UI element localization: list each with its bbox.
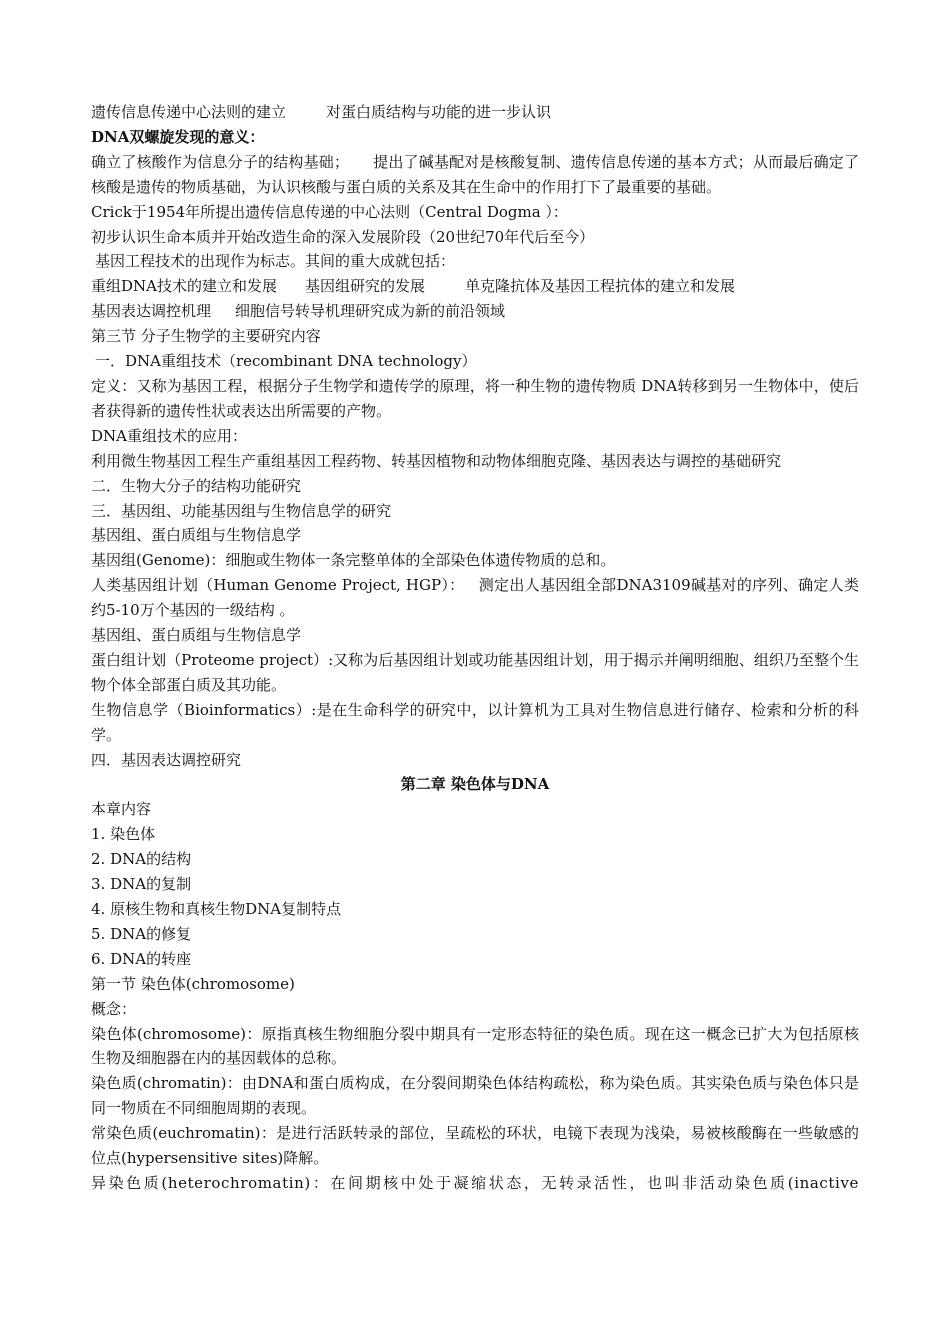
paragraph-genetic-engineering-marker: 基因工程技术的出现作为标志。其间的重大成就包括： bbox=[95, 252, 456, 271]
paragraph-bioinformatics: 生物信息学（Bioinformatics）:是在生命科学的研究中，以计算机为工具对生物信息进行储存、检索和分析的科学。 bbox=[91, 700, 859, 744]
paragraph-crick-dogma: Crick于1954年所提出遗传信息传递的中心法则（Central Dogma ）： bbox=[91, 202, 568, 221]
paragraph-definition: 定义：又称为基因工程，根据分子生物学和遗传学的原理，将一种生物的遗传物质 DNA转移到另一生物体中，使后者获得新的遗传性状或表达出所需要的产物。 bbox=[91, 376, 859, 420]
list-item: 6. DNA的转座 bbox=[91, 949, 192, 968]
document-body bbox=[91, 100, 859, 1196]
paragraph-genome-definition: 基因组(Genome)：细胞或生物体一条完整单体的全部染色体遗传物质的总和。 bbox=[91, 551, 616, 570]
paragraph-chapter-contents: 本章内容 bbox=[91, 800, 152, 819]
section-heading-3: 第三节 分子生物学的主要研究内容 bbox=[91, 327, 321, 346]
paragraph-chromatin: 染色质(chromatin)：由DNA和蛋白质构成，在分裂间期染色体结构疏松，称为染色质。其实染色质与染色体只是同一物质在不同细胞周期的表现。 bbox=[91, 1074, 859, 1118]
text-segment: 遗传信息传递中心法则的建立 bbox=[91, 103, 287, 121]
item-gene-expression: 四．基因表达调控研究 bbox=[91, 750, 242, 769]
item-genome: 三．基因组、功能基因组与生物信息学的研究 bbox=[91, 501, 392, 520]
text-segment: 测定出人基因组全部DNA3109碱基对的序列、确定人类约5-10万个基因的一级结构 。 bbox=[91, 576, 859, 620]
paragraph-application: 利用微生物基因工程生产重组基因工程药物、转基因植物和动物体细胞克隆、基因表达与调控的基础研究 bbox=[91, 451, 782, 470]
paragraph-genome-heading-1: 基因组、蛋白质组与生物信息学 bbox=[91, 526, 302, 545]
section-heading-1: 第一节 染色体(chromosome) bbox=[91, 974, 295, 993]
paragraph-concept: 概念： bbox=[91, 999, 137, 1018]
text-segment: 人类基因组计划（Human Genome Project, HGP）： bbox=[91, 576, 465, 595]
text-segment: 基因表达调控机理 bbox=[91, 302, 212, 321]
list-item: 5. DNA的修复 bbox=[91, 924, 192, 943]
text-segment: 单克隆抗体及基因工程抗体的建立和发展 bbox=[465, 277, 736, 296]
paragraph-central-dogma-establish bbox=[91, 100, 859, 125]
paragraph-heterochromatin: 异染色质(heterochromatin)：在间期核中处于凝缩状态，无转录活性，也叫非活动染色质(inactive bbox=[91, 1173, 859, 1192]
item-macromolecule: 二．生物大分子的结构功能研究 bbox=[91, 476, 302, 495]
item-dna-recombination: 一．DNA重组技术（recombinant DNA technology） bbox=[95, 352, 477, 371]
heading-double-helix-significance: DNA双螺旋发现的意义： bbox=[91, 127, 265, 146]
list-item: 2. DNA的结构 bbox=[91, 850, 192, 869]
paragraph-double-helix-significance bbox=[91, 150, 859, 200]
list-item: 3. DNA的复制 bbox=[91, 875, 192, 894]
chapter-title: 第二章 染色体与DNA bbox=[400, 775, 550, 794]
paragraph-proteome: 蛋白组计划（Proteome project）:又称为后基因组计划或功能基因组计划，用于揭示并阐明细胞、组织乃至整个生物个体全部蛋白质及其功能。 bbox=[91, 650, 859, 694]
text-segment: 重组DNA技术的建立和发展 bbox=[91, 277, 277, 296]
paragraph-chromosome: 染色体(chromosome)：原指真核生物细胞分裂中期具有一定形态特征的染色质。现在这一概念已扩大为包括原核生物及细胞器在内的基因载体的总称。 bbox=[91, 1024, 859, 1068]
paragraph-euchromatin: 常染色质(euchromatin)：是进行活跃转录的部位，呈疏松的环状，电镜下表现为浅染，易被核酸酶在一些敏感的位点(hypersensitive sites)降解。 bbox=[91, 1124, 859, 1168]
paragraph-application-heading: DNA重组技术的应用： bbox=[91, 426, 247, 445]
paragraph-genome-heading-2: 基因组、蛋白质组与生物信息学 bbox=[91, 626, 302, 645]
paragraph-hgp bbox=[91, 573, 859, 623]
text-segment: 提出了碱基配对是核酸复制、遗传信息传递的基本方式；从而最后确定了核酸是遗传的物质基础，为认识核酸与蛋白质的关系及其在生命中的作用打下了最重要的基础。 bbox=[91, 152, 859, 196]
paragraph-achievements-2 bbox=[91, 299, 859, 324]
list-item: 4. 原核生物和真核生物DNA复制特点 bbox=[91, 900, 342, 918]
paragraph-stage: 初步认识生命本质并开始改造生命的深入发展阶段（20世纪70年代后至今） bbox=[91, 227, 595, 246]
text-segment: 基因组研究的发展 bbox=[305, 277, 426, 296]
text-segment: 确立了核酸作为信息分子的结构基础； bbox=[91, 152, 349, 171]
list-item: 1. 染色体 bbox=[91, 825, 156, 844]
text-segment: 对蛋白质结构与功能的进一步认识 bbox=[326, 103, 552, 121]
paragraph-achievements-1 bbox=[91, 274, 859, 299]
text-segment: 细胞信号转导机理研究成为新的前沿领域 bbox=[235, 302, 506, 321]
